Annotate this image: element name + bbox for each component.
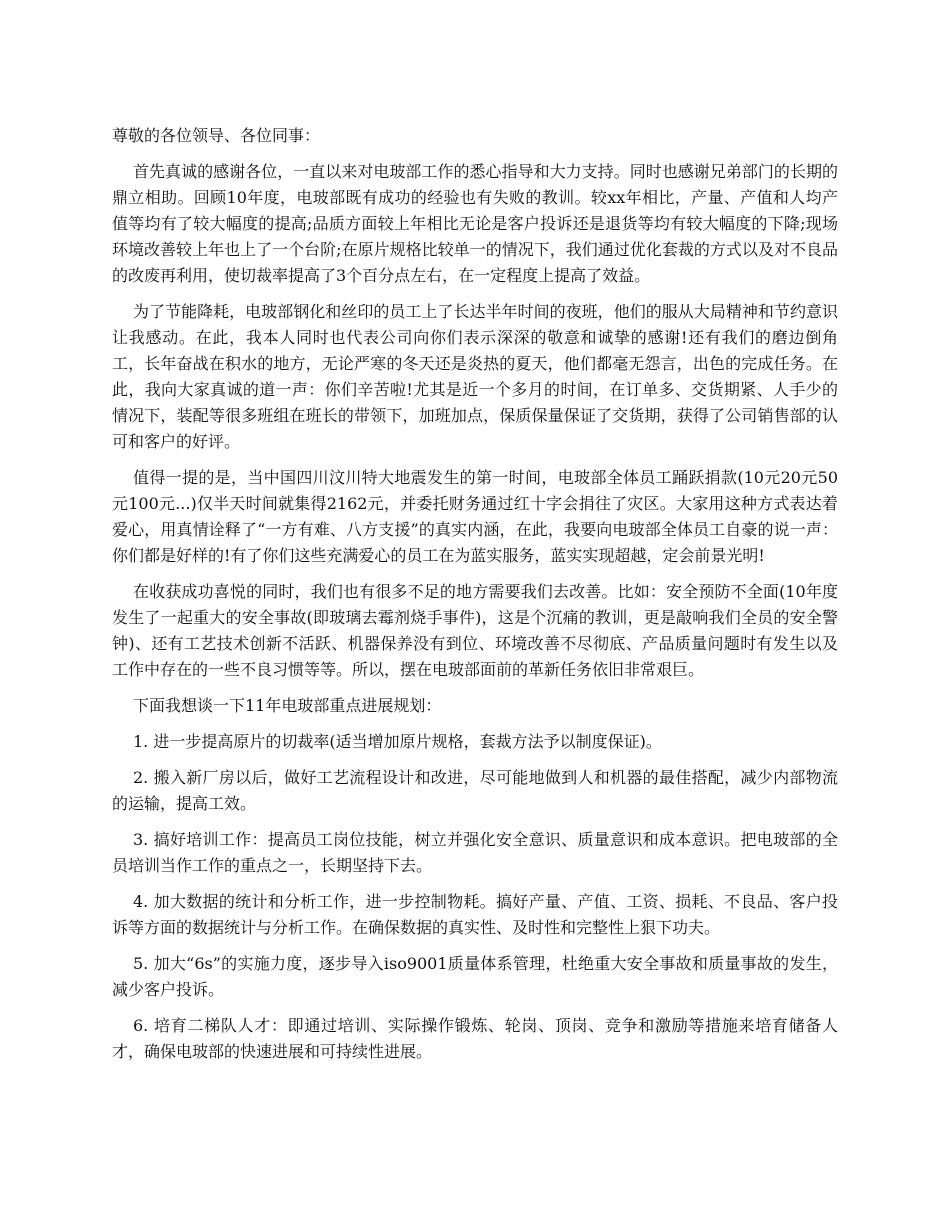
paragraph-energy-saving: 为了节能降耗，电玻部钢化和丝印的员工上了长达半年时间的夜班，他们的服从大局精神和节约意识让我感动。在此，我本人同时也代表公司向你们表示深深的敬意和诚挚的感谢!还有我们的磨边倒角工，长年奋战在积水的地方，无论严寒的冬天还是炎热的夏天，他们都毫无怨言，出色的完成任务。在此，我向大家真诚的道一声：你们辛苦啦!尤其是近一个多月的时间，在订单多、交货期紧、人手少的情况下，装配等很多班组在班长的带领下，加班加点，保质保量保证了交货期，获得了公司销售部的认可和客户的好评。 <box>112 302 838 451</box>
plan-item-5: 5. 加大“6s”的实施力度，逐步导入iso9001质量体系管理，杜绝重大安全事故和质量事故的发生，减少客户投诉。 <box>112 954 838 999</box>
paragraph-thanks: 首先真诚的感谢各位，一直以来对电玻部工作的悉心指导和大力支持。同时也感谢兄弟部门的长期的鼎立相助。回顾10年度，电玻部既有成功的经验也有失败的教训。较xx年相比，产量、产值和人均产值等均有了较大幅度的提高;品质方面较上年相比无论是客户投诉还是退货等均有较大幅度的下降;现场环境改善较上年也上了一个台阶;在原片规格比较单一的情况下，我们通过优化套裁的方式以及对不良品的改废再利用，使切裁率提高了3个百分点左右，在一定程度上提高了效益。 <box>112 162 838 285</box>
plan-item-1: 1. 进一步提高原片的切裁率(适当增加原片规格，套裁方法予以制度保证)。 <box>133 732 662 751</box>
plan-item-2: 2. 搬入新厂房以后，做好工艺流程设计和改进，尽可能地做到人和机器的最佳搭配，减少内部物流的运输，提高工效。 <box>112 768 838 813</box>
paragraph-shortcomings: 在收获成功喜悦的同时，我们也有很多不足的地方需要我们去改善。比如：安全预防不全面(10年度发生了一起重大的安全事故(即玻璃去霉剂烧手事件)，这是个沉痛的教训，更是敲响我们全员的安全警钟)、还有工艺技术创新不活跃、机器保养没有到位、环境改善不尽彻底、产品质量问题时有发生以及工作中存在的一些不良习惯等等。所以，摆在电玻部面前的革新任务依旧非常艰巨。 <box>112 582 838 679</box>
greeting-line: 尊敬的各位领导、各位同事： <box>112 126 321 145</box>
plan-item-4: 4. 加大数据的统计和分析工作，进一步控制物耗。搞好产量、产值、工资、损耗、不良品、客户投诉等方面的数据统计与分析工作。在确保数据的真实性、及时性和完整性上狠下功夫。 <box>112 892 838 937</box>
plan-item-6: 6. 培育二梯队人才：即通过培训、实际操作锻炼、轮岗、顶岗、竞争和激励等措施来培育储备人才，确保电玻部的快速进展和可持续性进展。 <box>112 1016 838 1061</box>
paragraph-donation: 值得一提的是，当中国四川汶川特大地震发生的第一时间，电玻部全体员工踊跃捐款(10元20元50元100元...)仅半天时间就集得2162元，并委托财务通过红十字会捐往了灾区。大家用这种方式表达着爱心，用真情诠释了“一方有难、八方支援”的真实内涵，在此，我要向电玻部全体员工自豪的说一声：你们都是好样的!有了你们这些充满爱心的员工在为蓝实服务，蓝实实现超越，定会前景光明! <box>112 468 838 565</box>
plan-item-3: 3. 搞好培训工作：提高员工岗位技能，树立并强化安全意识、质量意识和成本意识。把电玻部的全员培训当作工作的重点之一，长期坚持下去。 <box>112 830 838 875</box>
paragraph-plan-intro: 下面我想谈一下11年电玻部重点进展规划： <box>133 696 442 715</box>
